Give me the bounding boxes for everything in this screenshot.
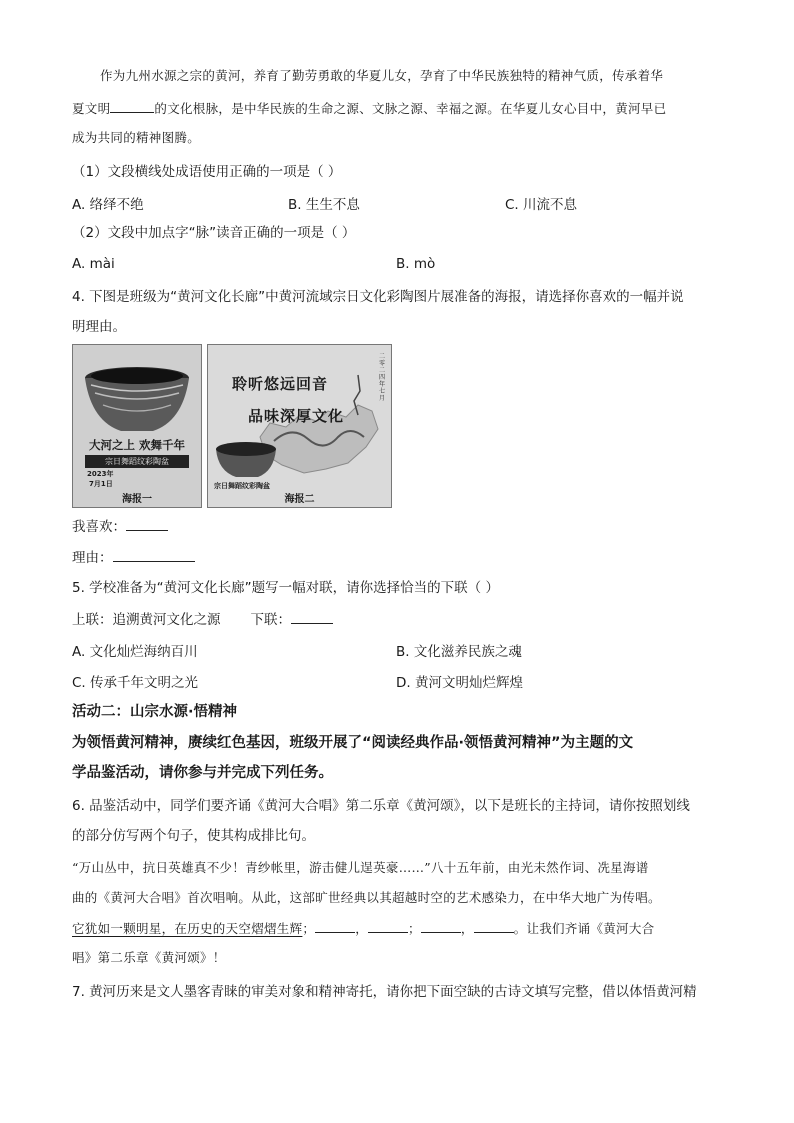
comma: ， <box>460 921 474 936</box>
separator: ； <box>302 921 316 936</box>
idiom-blank[interactable] <box>110 98 154 113</box>
passage-line-1: 作为九州水源之宗的黄河，养育了勤劳勇敢的华夏儿女，孕育了中华民族独特的精神气质，传承着华 <box>100 68 664 83</box>
host-speech-line-4: 唱》第二乐章《黄河颂》！ <box>72 950 226 965</box>
underlined-model-sentence: 它犹如一颗明星，在历史的天空熠熠生辉 <box>72 921 303 936</box>
question-6-stem-line-1: 6. 品鉴活动中，同学们要齐诵《黄河大合唱》第二乐章《黄河颂》，以下是班长的主持词，请你按照划线 <box>72 798 690 814</box>
poster-two-side-text: 二零二四年七月 <box>379 353 386 402</box>
question-5-option-c[interactable]: C. 传承千年文明之光 <box>72 675 199 691</box>
poster-one-subtitle: 宗日舞蹈纹彩陶盆 <box>85 455 189 468</box>
question-5-option-a[interactable]: A. 文化灿烂海纳百川 <box>72 644 198 660</box>
like-label: 我喜欢： <box>72 519 126 535</box>
imitation-blank-2a[interactable] <box>421 918 461 933</box>
comma: ， <box>355 921 369 936</box>
question-1-option-c[interactable]: C. 川流不息 <box>505 197 578 213</box>
poster-one-caption: 海报一 <box>122 494 152 505</box>
poster-two-title-line-2: 品味深厚文化 <box>248 407 345 425</box>
poster-two-title-line-1: 聆听悠远回音 <box>232 375 329 393</box>
imitation-blank-1b[interactable] <box>368 918 408 933</box>
host-speech-line-1: “万山丛中，抗日英雄真不少！青纱帐里，游击健儿逞英豪……”八十五年前，由光未然作词、冼星海谱 <box>72 860 649 875</box>
reason-label: 理由： <box>72 550 113 566</box>
imitation-blank-1a[interactable] <box>315 918 355 933</box>
imitation-blank-2b[interactable] <box>474 918 514 933</box>
passage-line-3: 成为共同的精神图腾。 <box>72 130 201 145</box>
question-1-option-a[interactable]: A. 络绎不绝 <box>72 197 144 213</box>
passage-line-2-start: 夏文明 <box>72 101 111 116</box>
like-blank[interactable] <box>126 516 168 531</box>
lower-couplet-label: 下联： <box>250 612 291 628</box>
question-5-stem: 5. 学校准备为“黄河文化长廊”题写一幅对联，请你选择恰当的下联（ ） <box>72 580 499 596</box>
activity-two-intro-line-1: 为领悟黄河精神，赓续红色基因，班级开展了“阅读经典作品·领悟黄河精神”为主题的文 <box>72 735 634 751</box>
poster-one-headline: 大河之上 欢舞千年 <box>88 438 185 452</box>
question-7-stem-line-1: 7. 黄河历来是文人墨客青睐的审美对象和精神寄托，请你把下面空缺的古诗文填写完整，借以体悟黄河精 <box>72 984 697 1000</box>
activity-two-title: 活动二：山宗水源·悟精神 <box>72 704 238 720</box>
question-2-option-b[interactable]: B. mò <box>396 256 436 272</box>
question-6-stem-line-2: 的部分仿写两个句子，使其构成排比句。 <box>72 828 315 844</box>
lower-couplet-blank[interactable] <box>291 609 333 624</box>
question-5-option-d[interactable]: D. 黄河文明灿烂辉煌 <box>396 675 523 691</box>
question-4-stem-line-2: 明理由。 <box>72 319 126 335</box>
reason-blank[interactable] <box>113 547 195 562</box>
poster-one-day: 7月1日 <box>89 480 113 488</box>
question-1-option-b[interactable]: B. 生生不息 <box>288 197 360 213</box>
question-4-stem-line-1: 4. 下图是班级为“黄河文化长廊”中黄河流域宗日文化彩陶图片展准备的海报，请选择你喜欢的一幅并说 <box>72 289 684 305</box>
passage-line-2-end: 的文化根脉，是中华民族的生命之源、文脉之源、幸福之源。在华夏儿女心目中，黄河早已 <box>154 101 667 116</box>
host-speech-line-3 <box>72 918 654 939</box>
upper-couplet: 上联：追溯黄河文化之源 <box>72 612 221 628</box>
poster-two[interactable] <box>207 344 392 508</box>
question-5-option-b[interactable]: B. 文化滋养民族之魂 <box>396 644 522 660</box>
like-line <box>72 516 168 537</box>
reason-line <box>72 547 195 568</box>
passage-line-2 <box>72 98 666 119</box>
couplet-line <box>72 609 333 630</box>
question-2-stem: （2）文段中加点字“脉”读音正确的一项是（ ） <box>72 225 356 241</box>
poster-two-bowl-label: 宗日舞蹈纹彩陶盆 <box>214 482 270 490</box>
host-speech-line-2: 曲的《黄河大合唱》首次唱响。从此，这部旷世经典以其超越时空的艺术感染力，在中华大地广为传唱。 <box>72 890 661 905</box>
question-2-option-a[interactable]: A. mài <box>72 256 115 272</box>
poster-two-caption: 海报二 <box>284 494 315 505</box>
host-speech-line-3-end: 。让我们齐诵《黄河大合 <box>513 921 655 936</box>
activity-two-intro-line-2: 学品鉴活动，请你参与并完成下列任务。 <box>72 765 333 781</box>
separator: ； <box>408 921 421 936</box>
poster-one[interactable] <box>72 344 202 508</box>
question-1-stem: （1）文段横线处成语使用正确的一项是（ ） <box>72 164 342 180</box>
poster-one-year: 2023年 <box>87 470 114 478</box>
